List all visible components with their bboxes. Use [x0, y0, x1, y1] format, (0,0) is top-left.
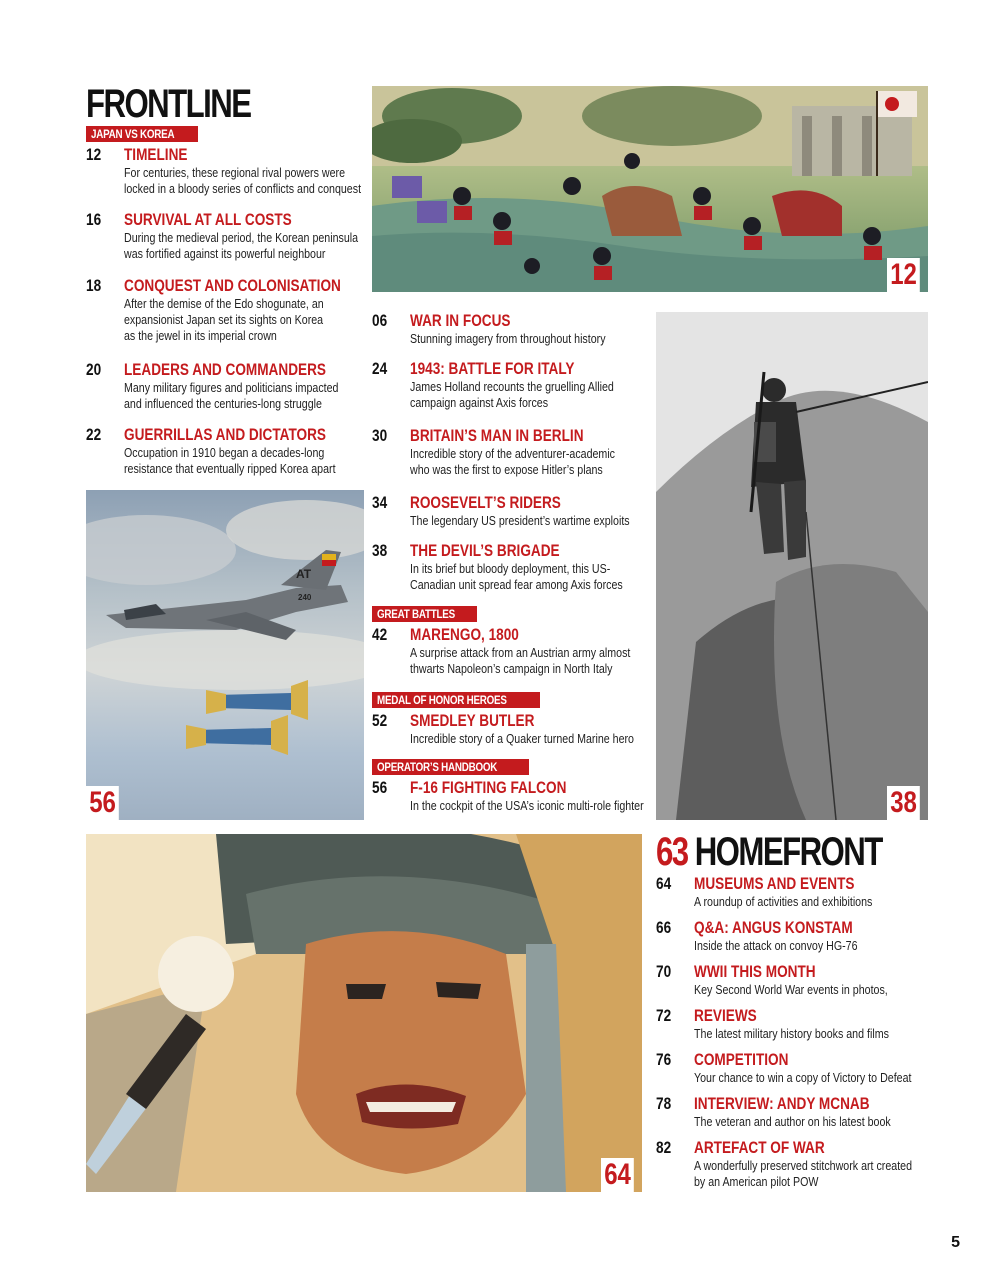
tag-label: JAPAN VS KOREA — [91, 127, 175, 141]
toc-entry-wwii-this-month[interactable] — [656, 962, 928, 1002]
entry-description: Canadian unit spread fear among Axis forces — [410, 577, 623, 592]
entry-page-number: 52 — [372, 711, 388, 730]
frontline-title-text: FRONTLINE — [86, 82, 251, 126]
toc-entry-artefact-of-war[interactable] — [656, 1138, 928, 1198]
entry-title: ROOSEVELT’S RIDERS — [410, 493, 561, 512]
toc-entry-war-in-focus[interactable] — [372, 311, 652, 351]
toc-entry-conquest[interactable] — [86, 276, 366, 354]
tag-label: GREAT BATTLES — [377, 607, 455, 621]
entry-title: WWII THIS MONTH — [694, 962, 816, 981]
entry-page-number: 56 — [372, 778, 388, 797]
toc-entry-man-in-berlin[interactable] — [372, 426, 652, 486]
entry-description: A wonderfully preserved stitchwork art created — [694, 1158, 913, 1173]
entry-page-number: 72 — [656, 1006, 672, 1025]
entry-description: After the demise of the Edo shogunate, an — [124, 296, 324, 311]
homefront-page-number: 63 — [656, 830, 688, 874]
entry-description: The veteran and author on his latest book — [694, 1114, 891, 1129]
entry-description: as the jewel in its imperial crown — [124, 328, 277, 343]
entry-description: Many military figures and politicians impacted — [124, 380, 339, 395]
entry-description: who was the first to expose Hitler’s plans — [410, 462, 603, 477]
entry-page-number: 34 — [372, 493, 388, 512]
entry-page-number: 12 — [86, 145, 102, 164]
toc-entry-roosevelts-riders[interactable] — [372, 493, 652, 533]
entry-description: The legendary US president’s wartime exploits — [410, 513, 630, 528]
entry-description: locked in a bloody series of conflicts and conquest — [124, 181, 362, 196]
entry-description: Incredible story of a Quaker turned Marine hero — [410, 731, 634, 746]
entry-page-number: 66 — [656, 918, 672, 937]
entry-description: Stunning imagery from throughout history — [410, 331, 606, 346]
entry-title: Q&A: ANGUS KONSTAM — [694, 918, 853, 937]
entry-title: MARENGO, 1800 — [410, 625, 519, 644]
entry-description: During the medieval period, the Korean peninsula — [124, 230, 359, 245]
entry-page-number: 64 — [656, 874, 672, 893]
toc-entry-competition[interactable] — [656, 1050, 928, 1090]
entry-page-number: 82 — [656, 1138, 672, 1157]
entry-title: WAR IN FOCUS — [410, 311, 511, 330]
toc-entry-angus-konstam[interactable] — [656, 918, 928, 958]
jet-art — [86, 490, 364, 820]
entry-title: INTERVIEW: ANDY MCNAB — [694, 1094, 870, 1113]
toc-entry-reviews[interactable] — [656, 1006, 928, 1046]
entry-description: A roundup of activities and exhibitions — [694, 894, 873, 909]
entry-page-number: 22 — [86, 425, 102, 444]
entry-title: COMPETITION — [694, 1050, 789, 1069]
entry-title: THE DEVIL’S BRIGADE — [410, 541, 560, 560]
toc-entry-guerrillas[interactable] — [86, 425, 366, 485]
entry-title: TIMELINE — [124, 145, 188, 164]
soldier-image-page-number: 64 — [601, 1158, 634, 1192]
entry-description: James Holland recounts the gruelling Allied — [410, 379, 614, 394]
entry-title: CONQUEST AND COLONISATION — [124, 276, 341, 295]
entry-page-number: 42 — [372, 625, 388, 644]
jet-serial: 240 — [298, 593, 312, 602]
toc-entry-museums[interactable] — [656, 874, 928, 914]
f16-jet-image[interactable] — [86, 490, 364, 820]
jet-image-page-number: 56 — [86, 786, 119, 820]
toc-entry-leaders[interactable] — [86, 360, 366, 420]
entry-page-number: 06 — [372, 311, 388, 330]
japan-vs-korea-tag — [86, 126, 198, 142]
operators-handbook-tag — [372, 759, 529, 775]
entry-description: Inside the attack on convoy HG-76 — [694, 938, 858, 953]
entry-description: In its brief but bloody deployment, this US- — [410, 561, 611, 576]
entry-title: SMEDLEY BUTLER — [410, 711, 535, 730]
entry-description: The latest military history books and films — [694, 1026, 889, 1041]
entry-page-number: 76 — [656, 1050, 672, 1069]
toc-entry-andy-mcnab[interactable] — [656, 1094, 928, 1134]
frontline-heading — [86, 84, 250, 124]
mountain-climber-image[interactable] — [656, 312, 928, 820]
homefront-title-text: HOMEFRONT — [694, 830, 882, 874]
entry-description: A surprise attack from an Austrian army almost — [410, 645, 631, 660]
tag-label: MEDAL OF HONOR HEROES — [377, 693, 507, 707]
entry-title: SURVIVAL AT ALL COSTS — [124, 210, 292, 229]
entry-title: ARTEFACT OF WAR — [694, 1138, 825, 1157]
entry-description: and influenced the centuries-long struggle — [124, 396, 322, 411]
toc-entry-battle-for-italy[interactable] — [372, 359, 652, 419]
toc-entry-smedley-butler[interactable] — [372, 711, 652, 751]
toc-entry-marengo[interactable] — [372, 625, 652, 685]
entry-page-number: 20 — [86, 360, 102, 379]
jet-marking: AT — [296, 567, 312, 581]
entry-page-number: 38 — [372, 541, 388, 560]
entry-description: Occupation in 1910 began a decades-long — [124, 445, 325, 460]
toc-entry-timeline[interactable] — [86, 145, 366, 205]
medal-of-honor-heroes-tag — [372, 692, 540, 708]
battle-print-art — [372, 86, 928, 292]
toc-entry-survival[interactable] — [86, 210, 366, 270]
page-number: 5 — [951, 1234, 960, 1251]
entry-title: GUERRILLAS AND DICTATORS — [124, 425, 326, 444]
toc-entry-devils-brigade[interactable] — [372, 541, 652, 601]
entry-description: Incredible story of the adventurer-academic — [410, 446, 616, 461]
soldier-art — [86, 834, 642, 1192]
entry-description: For centuries, these regional rival powers were — [124, 165, 346, 180]
entry-title: 1943: BATTLE FOR ITALY — [410, 359, 575, 378]
entry-description: Key Second World War events in photos, — [694, 982, 888, 997]
entry-title: REVIEWS — [694, 1006, 757, 1025]
climber-art — [656, 312, 928, 820]
entry-description: expansionist Japan set its sights on Korea — [124, 312, 324, 327]
entry-page-number: 18 — [86, 276, 102, 295]
great-battles-tag — [372, 606, 477, 622]
homefront-heading — [656, 832, 882, 872]
japan-korea-battle-print-image[interactable] — [372, 86, 928, 292]
soldier-illustration-image[interactable] — [86, 834, 642, 1192]
entry-page-number: 78 — [656, 1094, 672, 1113]
entry-page-number: 70 — [656, 962, 672, 981]
climber-image-page-number: 38 — [887, 786, 920, 820]
battle-image-page-number: 12 — [887, 258, 920, 292]
entry-title: MUSEUMS AND EVENTS — [694, 874, 855, 893]
entry-description: resistance that eventually ripped Korea apart — [124, 461, 336, 476]
entry-title: LEADERS AND COMMANDERS — [124, 360, 326, 379]
toc-entry-f16[interactable] — [372, 778, 652, 818]
entry-description: by an American pilot POW — [694, 1174, 819, 1189]
entry-description: In the cockpit of the USA’s iconic multi-role fighter — [410, 798, 644, 813]
tag-label: OPERATOR’S HANDBOOK — [377, 760, 498, 774]
entry-description: Your chance to win a copy of Victory to Defeat — [694, 1070, 912, 1085]
entry-description: was fortified against its powerful neighbour — [124, 246, 326, 261]
entry-title: F-16 FIGHTING FALCON — [410, 778, 567, 797]
entry-page-number: 30 — [372, 426, 388, 445]
entry-description: thwarts Napoleon’s campaign in North Italy — [410, 661, 613, 676]
entry-description: campaign against Axis forces — [410, 395, 549, 410]
entry-page-number: 24 — [372, 359, 388, 378]
entry-page-number: 16 — [86, 210, 102, 229]
entry-title: BRITAIN’S MAN IN BERLIN — [410, 426, 584, 445]
